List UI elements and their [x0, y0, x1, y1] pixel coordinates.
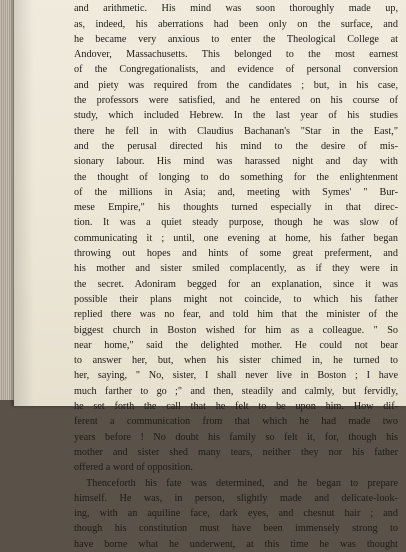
text-line: the professors were satisfied, and he entered on his course of: [74, 95, 398, 107]
text-line: he became very anxious to enter the Theological College at: [74, 33, 398, 45]
text-line: mother and sister shed many tears, neither they nor his father: [74, 446, 398, 458]
text-line: though his constitution must have been immensely strong to: [74, 523, 398, 535]
text-line: and the perusal directed his mind to the desire of mis-: [74, 140, 398, 152]
text-line: possible their plans might not coincide, to which his father: [74, 293, 398, 305]
text-line: of the Congregationalists, and evidence of personal conversion: [74, 64, 398, 76]
text-line: tion. It was a quiet steady purpose, though he was slow of: [74, 217, 398, 229]
text-line: the secret. Adoniram begged for an explanation, since it was: [74, 278, 398, 290]
text-line: ing, with an aquiline face, dark eyes, and chesnut hair ; and: [74, 508, 398, 520]
text-line: communicating it ; until, one evening at home, his father began: [74, 232, 398, 244]
text-line: his mother and sister smiled complacently, as if they were in: [74, 263, 398, 275]
text-line: and arithmetic. His mind was soon thoroughly made up,: [74, 3, 398, 15]
body-text: [74, 0, 398, 552]
text-line: biggest church in Boston wished for him as a colleague. " So: [74, 324, 398, 336]
text-line: ferent a communication from that which he had made two: [74, 416, 398, 428]
text-line: and piety was required from the candidates ; but, in his case,: [74, 79, 398, 91]
text-line: near home," said the delighted mother. He could not bear: [74, 339, 398, 351]
text-line: to answer her, but, when his sister chimed in, he turned to: [74, 355, 398, 367]
text-line: offered a word of opposition.: [74, 462, 193, 474]
text-line: much farther to go ;" and then, steadily and calmly, but fervidly,: [74, 385, 398, 397]
text-line: throwing out hopes and hints of some great preferment, and: [74, 248, 398, 260]
text-line: himself. He was, in person, slightly made and delicate-look-: [74, 492, 398, 504]
text-line: of the millions in Asia; and, meeting with Symes' " Bur-: [74, 186, 398, 198]
text-line: study, which included Hebrew. In the last year of his studies: [74, 110, 398, 122]
text-line: her, saying, " No, sister, I shall never live in Boston ; I have: [74, 370, 398, 382]
text-line: Andover, Massachusetts. This belonged to the most earnest: [74, 49, 398, 61]
text-line: years before ! No doubt his family so felt it, for, though his: [74, 431, 398, 443]
text-line: there he fell in with Claudius Bachanan's "Star in the East,": [74, 125, 398, 137]
text-line: replied there was no fear, and told him that the minister of the: [74, 309, 398, 321]
text-line: sionary labour. His mind was harassed night and day with: [74, 156, 398, 168]
text-line: as, indeed, his aberrations had been only on the surface, and: [74, 18, 398, 30]
text-line: the thought of longing to do something for the enlightenment: [74, 171, 398, 183]
text-line: Thenceforth his fate was determined, and he began to prepare: [86, 477, 398, 489]
text-line: he set forth the call that he felt to be upon him. How dif-: [74, 401, 398, 413]
book-page: [14, 0, 406, 550]
text-line: have borne what he underwent, at this time he was thought: [74, 538, 398, 550]
text-line: mese Empire," his thoughts turned especially in that direc-: [74, 202, 398, 214]
